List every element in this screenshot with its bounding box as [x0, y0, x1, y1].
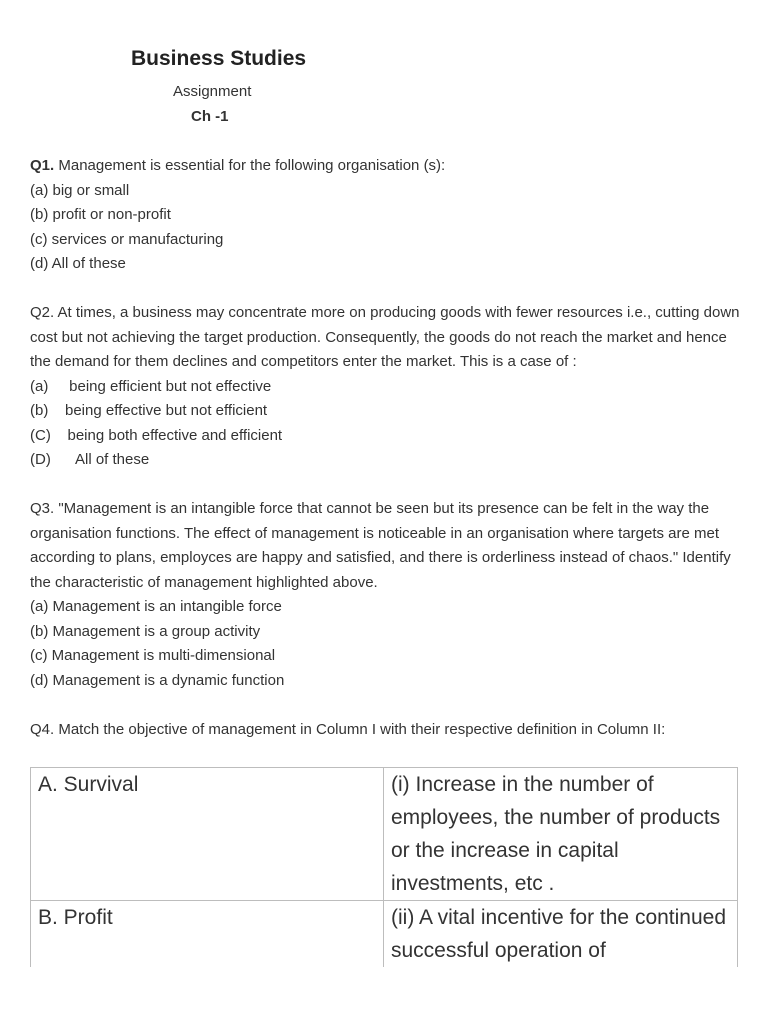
- question-3: [30, 497, 742, 693]
- question-2-option-b: (b) being effective but not efficient: [30, 402, 268, 419]
- table-row: [31, 768, 738, 901]
- question-3-text: Q3. "Management is an intangible force that cannot be seen but its presence can be felt in the way the organisation functions. The effect of management is noticeable in an organisation where targets are met according to plans, employces are happy and satisfied, and there is orderliness instead of chaos." Identify the characteristic of management highlighted above.: [30, 500, 731, 591]
- question-1-text: [30, 154, 742, 179]
- column-2-cell: (i) Increase in the number of employees, the number of products or the increase in capital investments, etc .: [384, 768, 738, 901]
- document-subtitle: Assignment: [173, 83, 252, 100]
- question-3-option-a: (a) Management is an intangible force: [30, 598, 282, 615]
- question-1-option-a: (a) big or small: [30, 181, 130, 199]
- question-3-option-b: (b) Management is a group activity: [30, 622, 261, 640]
- column-1-cell: B. Profit: [31, 901, 384, 968]
- question-3-option-c: (c) Management is multi-dimensional: [30, 647, 276, 664]
- question-2: [30, 301, 742, 473]
- question-4: [30, 718, 742, 743]
- question-1-stem: Management is essential for the following organisation (s):: [54, 157, 446, 174]
- document-title: Business Studies: [131, 47, 307, 70]
- question-1-option-c: (c) services or manufacturing: [30, 230, 224, 248]
- question-2-option-c: (C) being both effective and efficient: [30, 426, 283, 444]
- question-4-text: Q4. Match the objective of management in Column I with their respective definition in Column II:: [30, 720, 666, 738]
- chapter-label: Ch -1: [191, 108, 229, 125]
- question-1-option-b: (b) profit or non-profit: [30, 206, 171, 223]
- match-table: [30, 767, 738, 967]
- question-1-number: Q1.: [30, 157, 55, 174]
- question-2-text: Q2. At times, a business may concentrate more on producing goods with fewer resources i.e., cutting down cost but not achieving the target production. Consequently, the goods do not reach the market and hence the demand for them declines and competitors enter the market. This is a case of :: [30, 304, 740, 370]
- question-2-option-a: (a) being efficient but not effective: [30, 377, 272, 395]
- column-2-cell: (ii) A vital incentive for the continued successful operation of: [384, 901, 738, 968]
- question-3-option-d: (d) Management is a dynamic function: [30, 671, 285, 689]
- question-2-option-d: (D) All of these: [30, 451, 150, 468]
- column-1-cell: A. Survival: [31, 768, 384, 901]
- assignment-content: [30, 154, 742, 742]
- table-row: [31, 901, 738, 968]
- question-1-option-d: (d) All of these: [30, 255, 126, 272]
- question-1: [30, 154, 742, 277]
